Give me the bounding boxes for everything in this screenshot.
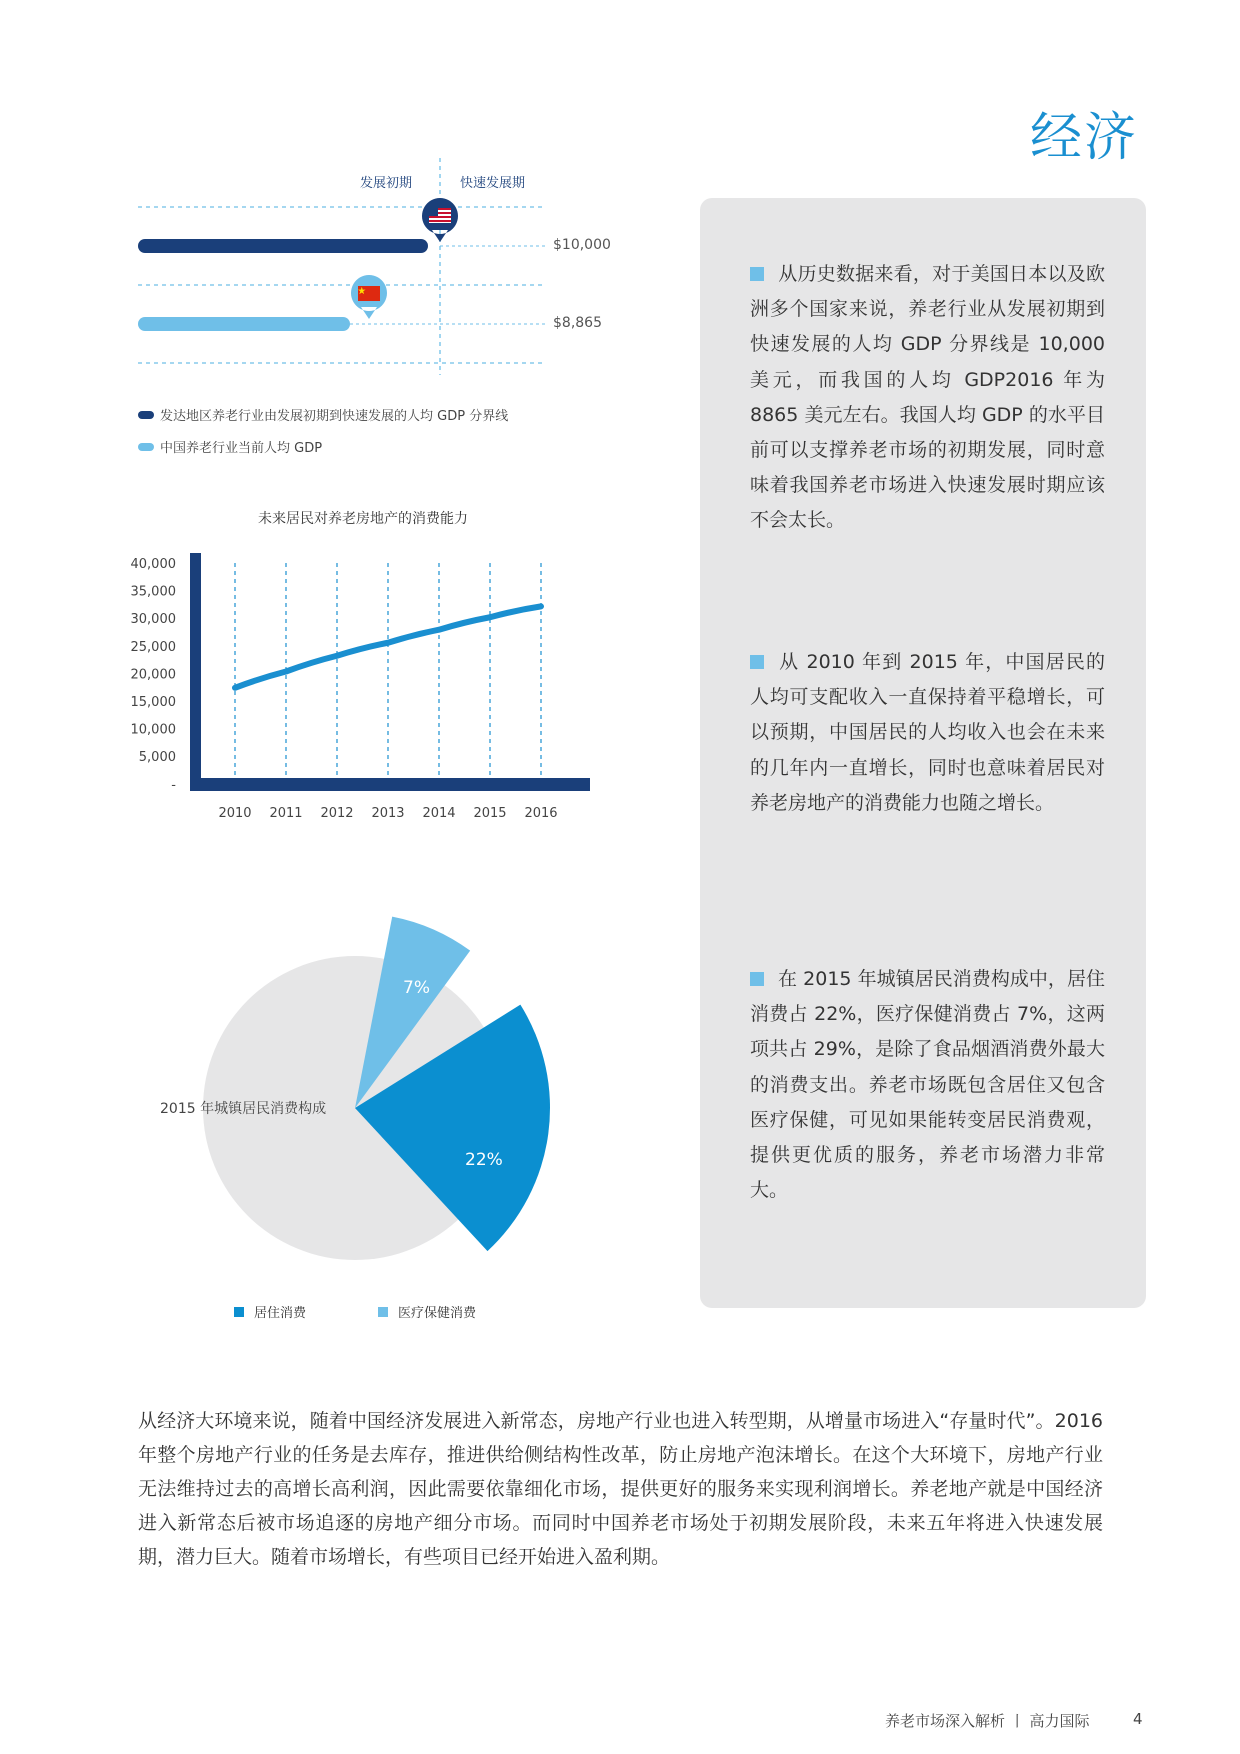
x-tick-label: 2015 xyxy=(473,806,507,821)
y-tick-label: 10,000 xyxy=(130,722,176,738)
line-chart-title: 未来居民对养老房地产的消费能力 xyxy=(258,511,468,527)
side-paragraph-3 xyxy=(750,962,1105,1208)
y-tick-label: 20,000 xyxy=(130,667,176,683)
pie-slice-housing-label: 22% xyxy=(465,1150,503,1170)
x-tick-label: 2012 xyxy=(320,806,354,821)
stage-fast-label: 快速发展期 xyxy=(460,176,526,191)
side-paragraph-1 xyxy=(750,257,1105,539)
y-tick-label: 40,000 xyxy=(130,557,176,572)
gdp-bar-threshold xyxy=(138,239,428,253)
pie-slice-health-label: 7% xyxy=(403,978,430,998)
x-tick-label: 2011 xyxy=(269,806,303,821)
legend-china-label: 中国养老行业当前人均 GDP xyxy=(160,441,323,456)
x-tick-label: 2010 xyxy=(218,806,252,821)
pie-legend-health-swatch xyxy=(378,1307,388,1317)
x-tick-label: 2016 xyxy=(524,806,558,821)
pie-legend-health-label: 医疗保健消费 xyxy=(398,1306,477,1321)
legend-threshold-swatch xyxy=(138,411,154,419)
body-paragraph: 从经济大环境来说，随着中国经济发展进入新常态，房地产行业也进入转型期，从增量市场进入“存量时代”。2016 年整个房地产行业的任务是去库存，推进供给侧结构性改革，防止房地产泡沫增长。在这个大环境下，房地产行业无法维持过去的高增长高利润，因此需要依靠细化市场，提供更好的服务来实现利润增长。养老地产就是中国经济进入新常态后被市场追逐的房地产细分市场。而同时中国养老市场处于初期发展阶段，未来五年将进入快速发展期，潜力巨大。随着市场增长，有些项目已经开始进入盈利期。 xyxy=(138,1410,1103,1568)
x-tick-label: 2013 xyxy=(371,806,405,821)
side-paragraph-3-text: 在 2015 年城镇居民消费构成中，居住消费占 22%，医疗保健消费占 7%，这两项共占 29%，是除了食品烟酒消费外最大的消费支出。养老市场既包含居住又包含医疗保健，可见如果能转变居民消费观，提供更优质的服务，养老市场潜力非常大。 xyxy=(750,968,1105,1202)
y-tick-label: - xyxy=(171,777,176,793)
bullet-square-icon xyxy=(750,655,764,669)
legend-threshold-label: 发达地区养老行业由发展初期到快速发展的人均 GDP 分界线 xyxy=(160,409,509,424)
page-number: 4 xyxy=(1133,1710,1143,1728)
side-paragraph-1-text: 从历史数据来看，对于美国日本以及欧洲多个国家来说，养老行业从发展初期到快速发展的人均 GDP 分界线是 10,000 美元，而我国的人均 GDP2016 年为 8865 美元左右。我国人均 GDP 的水平目前可以支撑养老市场的初期发展，同时意味着我国养老市场进入快速发展时期应该不会太长。 xyxy=(750,263,1105,532)
gdp-value-china: $8,865 xyxy=(553,315,602,331)
y-tick-label: 5,000 xyxy=(138,750,176,766)
china-flag-icon xyxy=(347,273,391,325)
gdp-value-threshold: $10,000 xyxy=(553,237,611,253)
side-paragraph-2 xyxy=(750,645,1105,821)
page-title: 经济 xyxy=(1030,108,1139,168)
y-tick-label: 35,000 xyxy=(130,584,176,600)
side-paragraph-2-text: 从 2010 年到 2015 年，中国居民的人均可支配收入一直保持着平稳增长，可以预期，中国居民的人均收入也会在未来的几年内一直增长，同时也意味着居民对养老房地产的消费能力也随之增长。 xyxy=(750,651,1105,814)
stage-early-label: 发展初期 xyxy=(360,176,413,191)
gdp-bar-china xyxy=(138,317,350,331)
footer-text: 养老市场深入解析 丨 高力国际 xyxy=(885,1712,1090,1730)
pie-legend-housing-label: 居住消费 xyxy=(254,1306,307,1321)
y-tick-label: 30,000 xyxy=(130,612,176,628)
gdp-threshold-chart xyxy=(0,0,640,470)
x-axis-bar xyxy=(190,778,590,791)
bullet-square-icon xyxy=(750,267,764,281)
us-flag-icon xyxy=(418,196,462,248)
line-chart xyxy=(110,548,590,828)
gdp-chart-graphics xyxy=(0,0,640,470)
y-tick-label: 25,000 xyxy=(130,639,176,655)
legend-china-swatch xyxy=(138,443,154,451)
y-axis-bar xyxy=(190,553,201,789)
pie-legend-housing-swatch xyxy=(234,1307,244,1317)
x-tick-label: 2014 xyxy=(422,806,456,821)
bullet-square-icon xyxy=(750,972,764,986)
y-tick-label: 15,000 xyxy=(130,695,176,710)
pie-center-label: 2015 年城镇居民消费构成 xyxy=(160,1101,327,1117)
